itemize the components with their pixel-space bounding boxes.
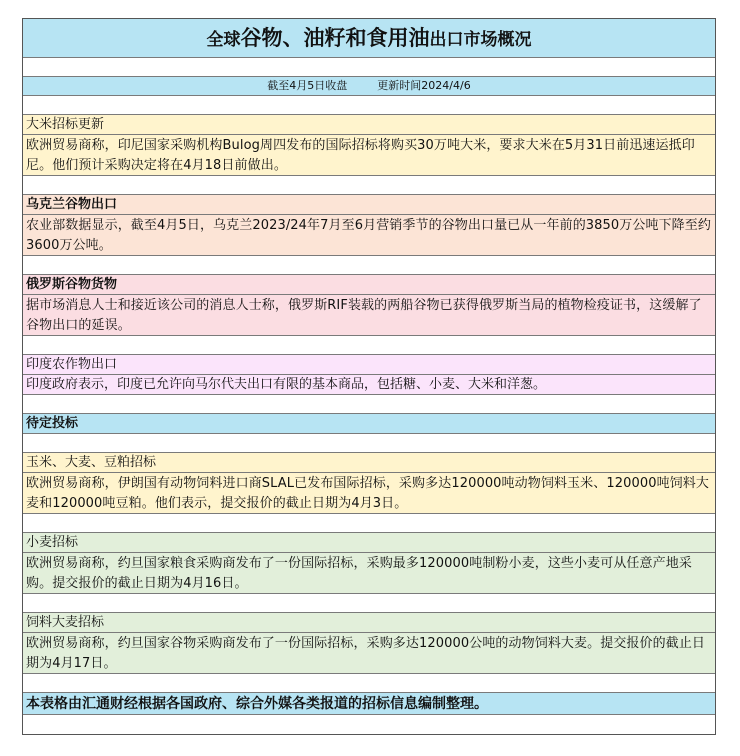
blank-row [23,96,715,115]
blank-row [23,256,715,275]
cutoff-date: 截至4月5日收盘 [267,79,348,92]
ukraine-heading: 乌克兰谷物出口 [23,195,715,215]
blank-row [23,434,715,453]
date-row [23,77,715,96]
russia-body: 据市场消息人士和接近该公司的消息人士称，俄罗斯RIF装载的两船谷物已获得俄罗斯当局的植物检疫证书，这缓解了谷物出口的延误。 [23,295,715,336]
rice-body: 欧洲贸易商称，印尼国家采购机构Bulog周四发布的国际招标将购买30万吨大米，要求大米在5月31日前迅速运抵印尼。他们预计采购决定将在4月18日前做出。 [23,135,715,176]
wheat-heading: 小麦招标 [23,533,715,553]
pending-tenders-heading: 待定投标 [23,414,715,434]
blank-row [23,58,715,77]
footer-note: 本表格由汇通财经根据各国政府、综合外媒各类报道的招标信息编制整理。 [23,693,715,715]
blank-row [23,715,715,734]
title-part-market: 出口市场概况 [429,30,532,50]
market-overview-table [22,18,716,735]
russia-heading: 俄罗斯谷物货物 [23,275,715,295]
update-time: 更新时间2024/4/6 [377,79,471,92]
corn-body: 欧洲贸易商称，伊朗国有动物饲料进口商SLAL已发布国际招标，采购多达120000吨动物饲料玉米、120000吨饲料大麦和120000吨豆粕。他们表示，提交报价的截止日期为4月3日。 [23,473,715,514]
rice-heading: 大米招标更新 [23,115,715,135]
blank-row [23,674,715,693]
barley-body: 欧洲贸易商称，约旦国家谷物采购商发布了一份国际招标，采购多达120000公吨的动物饲料大麦。提交报价的截止日期为4月17日。 [23,633,715,674]
blank-row [23,395,715,414]
blank-row [23,176,715,195]
corn-heading: 玉米、大麦、豆粕招标 [23,453,715,473]
wheat-body: 欧洲贸易商称，约旦国家粮食采购商发布了一份国际招标，采购最多120000吨制粉小麦，这些小麦可从任意产地采购。提交报价的截止日期为4月16日。 [23,553,715,594]
india-heading: 印度农作物出口 [23,355,715,375]
blank-row [23,594,715,613]
blank-row [23,336,715,355]
barley-heading: 饲料大麦招标 [23,613,715,633]
page-title [23,19,715,58]
ukraine-body: 农业部数据显示，截至4月5日，乌克兰2023/24年7月至6月营销季节的谷物出口量已从一年前的3850万公吨下降至约3600万公吨。 [23,215,715,256]
title-part-commodities: 谷物、油籽和食用油 [240,25,430,50]
title-part-global: 全球 [206,30,241,50]
blank-row [23,514,715,533]
india-body: 印度政府表示，印度已允许向马尔代夫出口有限的基本商品，包括糖、小麦、大米和洋葱。 [23,375,715,395]
